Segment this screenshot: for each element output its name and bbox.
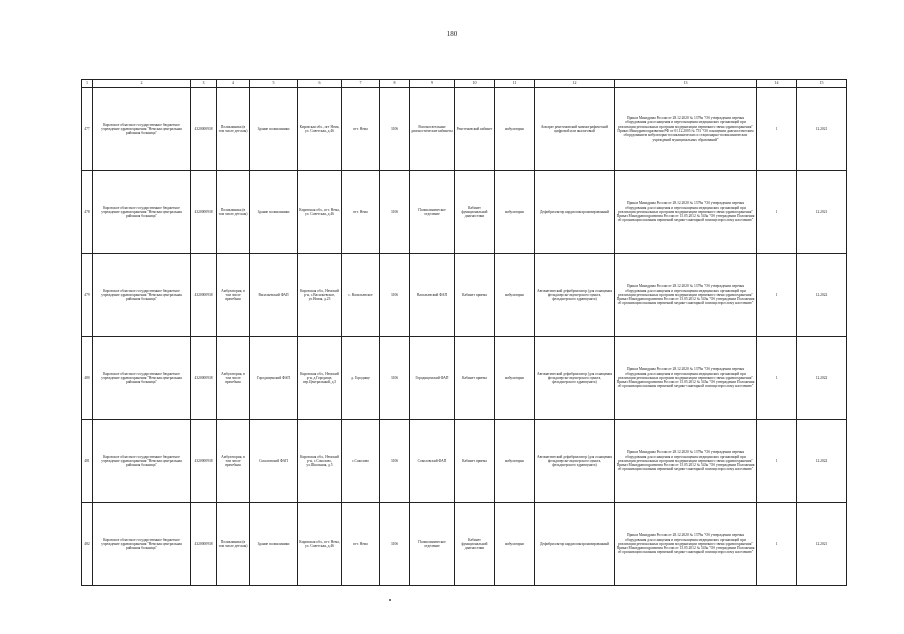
unit-cell: Васильевский ФАП bbox=[250, 254, 298, 337]
org-code-cell: 4320000938 bbox=[191, 503, 217, 586]
org-code-cell: 4320000938 bbox=[191, 171, 217, 254]
locality-cell: с. Васильевское bbox=[342, 254, 380, 337]
organization-cell: Кировское областное государственное бюджетное учреждение здравоохранения "Немская центральная районная больница" bbox=[93, 88, 191, 171]
territory-code-cell: 3106 bbox=[380, 420, 410, 503]
address-cell: Кировская обл., Немский р-н, с.Соколово, ул.Школьная, д.5 bbox=[298, 420, 342, 503]
facility-kind-cell: Амбулатория, в том числе врачебная bbox=[217, 337, 250, 420]
quantity-cell: 1 bbox=[757, 420, 797, 503]
col-header: 2 bbox=[93, 80, 191, 88]
care-form-cell: амбулаторно bbox=[495, 420, 535, 503]
row-number: 482 bbox=[82, 503, 93, 586]
organization-cell: Кировское областное государственное бюджетное учреждение здравоохранения "Немская центральная районная больница" bbox=[93, 171, 191, 254]
date-cell: 12.2022 bbox=[797, 254, 847, 337]
table-row bbox=[82, 420, 847, 503]
locality-cell: пгт. Нема bbox=[342, 88, 380, 171]
locality-cell: пгт. Нема bbox=[342, 171, 380, 254]
equipment-cell: Дефибриллятор кардиосинхронизированный bbox=[535, 171, 615, 254]
header-row bbox=[82, 80, 847, 88]
facility-kind-cell: Поликлиника (в том числе детская) bbox=[217, 88, 250, 171]
territory-code-cell: 3106 bbox=[380, 171, 410, 254]
col-header: 8 bbox=[380, 80, 410, 88]
locality-cell: пгт. Нема bbox=[342, 503, 380, 586]
room-cell: Кабинет функциональной диагностики bbox=[455, 171, 495, 254]
facility-kind-cell: Поликлиника (в том числе детская) bbox=[217, 171, 250, 254]
care-form-cell: амбулаторно bbox=[495, 254, 535, 337]
col-header: 1 bbox=[82, 80, 93, 88]
date-cell: 12.2021 bbox=[797, 171, 847, 254]
quantity-cell: 1 bbox=[757, 337, 797, 420]
legal-basis-cell: Приказ Минздрава России от 28.12.2020 № 1379н "Об утверждении перечня оборудования для оснащения и переоснащения медицинских организаций при реализации региональных программ модернизации первичного звена здравоохранения" Приказ Минздравсоцразвития РФ от 01.12.2005 № 753 "Об оснащении диагностическим оборудованием амбулаторно-поликлинических и стационарно-поликлинических учреждений муниципальных образований" bbox=[615, 88, 757, 171]
org-code-cell: 4320000938 bbox=[191, 337, 217, 420]
col-header: 4 bbox=[217, 80, 250, 88]
date-cell: 12.2022 bbox=[797, 420, 847, 503]
quantity-cell: 1 bbox=[757, 254, 797, 337]
row-number: 477 bbox=[82, 88, 93, 171]
col-header: 6 bbox=[298, 80, 342, 88]
locality-cell: д. Городище bbox=[342, 337, 380, 420]
org-code-cell: 4320000938 bbox=[191, 254, 217, 337]
organization-cell: Кировское областное государственное бюджетное учреждение здравоохранения "Немская центральная районная больница" bbox=[93, 254, 191, 337]
address-cell: Кировская обл., пгт. Нема, ул. Советская, д.46 bbox=[298, 503, 342, 586]
row-number: 480 bbox=[82, 337, 93, 420]
table-row bbox=[82, 503, 847, 586]
locality-cell: с.Соколово bbox=[342, 420, 380, 503]
legal-basis-cell: Приказ Минздрава России от 28.12.2020 № 1379н "Об утверждении перечня оборудования для оснащения и переоснащения медицинских организаций при реализации региональных программ модернизации первичного звена здравоохранения" Приказ Минздравсоцразвития России от 15.05.2012 № 543н "Об утверждении Положения об организации оказания первичной медико-санитарной помощи взрослому населению" bbox=[615, 420, 757, 503]
col-header: 15 bbox=[797, 80, 847, 88]
table-row bbox=[82, 337, 847, 420]
department-cell: Вспомогательные диагностические кабинеты bbox=[410, 88, 455, 171]
quantity-cell: 1 bbox=[757, 171, 797, 254]
equipment-cell: Аппарат рентгеновский маммографический цифровой или аналоговый bbox=[535, 88, 615, 171]
unit-cell: Городищенский ФАП bbox=[250, 337, 298, 420]
equipment-table bbox=[81, 79, 847, 586]
col-header: 11 bbox=[495, 80, 535, 88]
equipment-cell: Автоматический дефибриллятор (для оснащения фельдшерско-акушерского пункта, фельдшерского здравпункта) bbox=[535, 254, 615, 337]
organization-cell: Кировское областное государственное бюджетное учреждение здравоохранения "Немская центральная районная больница" bbox=[93, 503, 191, 586]
department-cell: Соколовский ФАП bbox=[410, 420, 455, 503]
care-form-cell: амбулаторно bbox=[495, 88, 535, 171]
unit-cell: Здание поликлиники bbox=[250, 503, 298, 586]
unit-cell: Здание поликлиники bbox=[250, 171, 298, 254]
col-header: 13 bbox=[615, 80, 757, 88]
date-cell: 12.2021 bbox=[797, 88, 847, 171]
department-cell: Поликлиническое отделение bbox=[410, 503, 455, 586]
row-number: 481 bbox=[82, 420, 93, 503]
org-code-cell: 4320000938 bbox=[191, 88, 217, 171]
department-cell: Городищенский ФАП bbox=[410, 337, 455, 420]
col-header: 7 bbox=[342, 80, 380, 88]
col-header: 14 bbox=[757, 80, 797, 88]
col-header: 5 bbox=[250, 80, 298, 88]
equipment-cell: Дефибриллятор кардиосинхронизированный bbox=[535, 503, 615, 586]
table-row bbox=[82, 254, 847, 337]
unit-cell: Здание поликлиники bbox=[250, 88, 298, 171]
address-cell: Кировская обл., пгт Нема, ул. Советская, д.46 bbox=[298, 88, 342, 171]
row-number: 479 bbox=[82, 254, 93, 337]
care-form-cell: амбулаторно bbox=[495, 337, 535, 420]
unit-cell: Соколовский ФАП bbox=[250, 420, 298, 503]
organization-cell: Кировское областное государственное бюджетное учреждение здравоохранения "Немская центральная районная больница" bbox=[93, 420, 191, 503]
legal-basis-cell: Приказ Минздрава России от 28.12.2020 № 1379н "Об утверждении перечня оборудования для оснащения и переоснащения медицинских организаций при реализации региональных программ модернизации первичного звена здравоохранения" Приказ Минздравсоцразвития России от 15.05.2012 № 543н "Об утверждении Положения об организации оказания первичной медико-санитарной помощи взрослому населению" bbox=[615, 171, 757, 254]
page-number: 180 bbox=[446, 30, 458, 38]
legal-basis-cell: Приказ Минздрава России от 28.12.2020 № 1379н "Об утверждении перечня оборудования для оснащения и переоснащения медицинских организаций при реализации региональных программ модернизации первичного звена здравоохранения" Приказ Минздравсоцразвития России от 15.05.2012 № 543н "Об утверждении Положения об организации оказания первичной медико-санитарной помощи взрослому населению" bbox=[615, 503, 757, 586]
date-cell: 12.2021 bbox=[797, 503, 847, 586]
equipment-cell: Автоматический дефибриллятор (для оснащения фельдшерско-акушерского пункта, фельдшерского здравпункта) bbox=[535, 337, 615, 420]
care-form-cell: амбулаторно bbox=[495, 171, 535, 254]
department-cell: Поликлиническое отделение bbox=[410, 171, 455, 254]
facility-kind-cell: Амбулатория, в том числе врачебная bbox=[217, 254, 250, 337]
room-cell: Кабинет приема bbox=[455, 337, 495, 420]
facility-kind-cell: Амбулатория, в том числе врачебная bbox=[217, 420, 250, 503]
row-number: 478 bbox=[82, 171, 93, 254]
col-header: 12 bbox=[535, 80, 615, 88]
room-cell: Кабинет приема bbox=[455, 420, 495, 503]
table-row bbox=[82, 171, 847, 254]
equipment-cell: Автоматический дефибриллятор (для оснащения фельдшерско-акушерского пункта, фельдшерского здравпункта) bbox=[535, 420, 615, 503]
territory-code-cell: 3106 bbox=[380, 88, 410, 171]
scan-speck bbox=[389, 599, 391, 601]
room-cell: Кабинет приема bbox=[455, 254, 495, 337]
legal-basis-cell: Приказ Минздрава России от 28.12.2020 № 1379н "Об утверждении перечня оборудования для оснащения и переоснащения медицинских организаций при реализации региональных программ модернизации первичного звена здравоохранения" Приказ Минздравсоцразвития России от 15.05.2012 № 543н "Об утверждении Положения об организации оказания первичной медико-санитарной помощи взрослому населению" bbox=[615, 254, 757, 337]
department-cell: Васильевский ФАП bbox=[410, 254, 455, 337]
address-cell: Кировская обл., пгт. Нема, ул. Советская, д.46 bbox=[298, 171, 342, 254]
col-header: 10 bbox=[455, 80, 495, 88]
territory-code-cell: 3106 bbox=[380, 337, 410, 420]
room-cell: Рентгеновский кабинет bbox=[455, 88, 495, 171]
address-cell: Кировская обл., Немский р-н, д.Городище, пер.Центральный, д.5 bbox=[298, 337, 342, 420]
date-cell: 12.2022 bbox=[797, 337, 847, 420]
organization-cell: Кировское областное государственное бюджетное учреждение здравоохранения "Немская центральная районная больница" bbox=[93, 337, 191, 420]
room-cell: Кабинет функциональной диагностики bbox=[455, 503, 495, 586]
territory-code-cell: 3106 bbox=[380, 503, 410, 586]
col-header: 3 bbox=[191, 80, 217, 88]
care-form-cell: амбулаторно bbox=[495, 503, 535, 586]
facility-kind-cell: Поликлиника (в том числе детская) bbox=[217, 503, 250, 586]
territory-code-cell: 3106 bbox=[380, 254, 410, 337]
quantity-cell: 1 bbox=[757, 88, 797, 171]
legal-basis-cell: Приказ Минздрава России от 28.12.2020 № 1379н "Об утверждении перечня оборудования для оснащения и переоснащения медицинских организаций при реализации региональных программ модернизации первичного звена здравоохранения" Приказ Минздравсоцразвития России от 15.05.2012 № 543н "Об утверждении Положения об организации оказания первичной медико-санитарной помощи взрослому населению" bbox=[615, 337, 757, 420]
col-header: 9 bbox=[410, 80, 455, 88]
quantity-cell: 1 bbox=[757, 503, 797, 586]
table-row bbox=[82, 88, 847, 171]
address-cell: Кировская обл., Немский р-н, с.Васильевское, ул.Новая, д.23 bbox=[298, 254, 342, 337]
org-code-cell: 4320000938 bbox=[191, 420, 217, 503]
